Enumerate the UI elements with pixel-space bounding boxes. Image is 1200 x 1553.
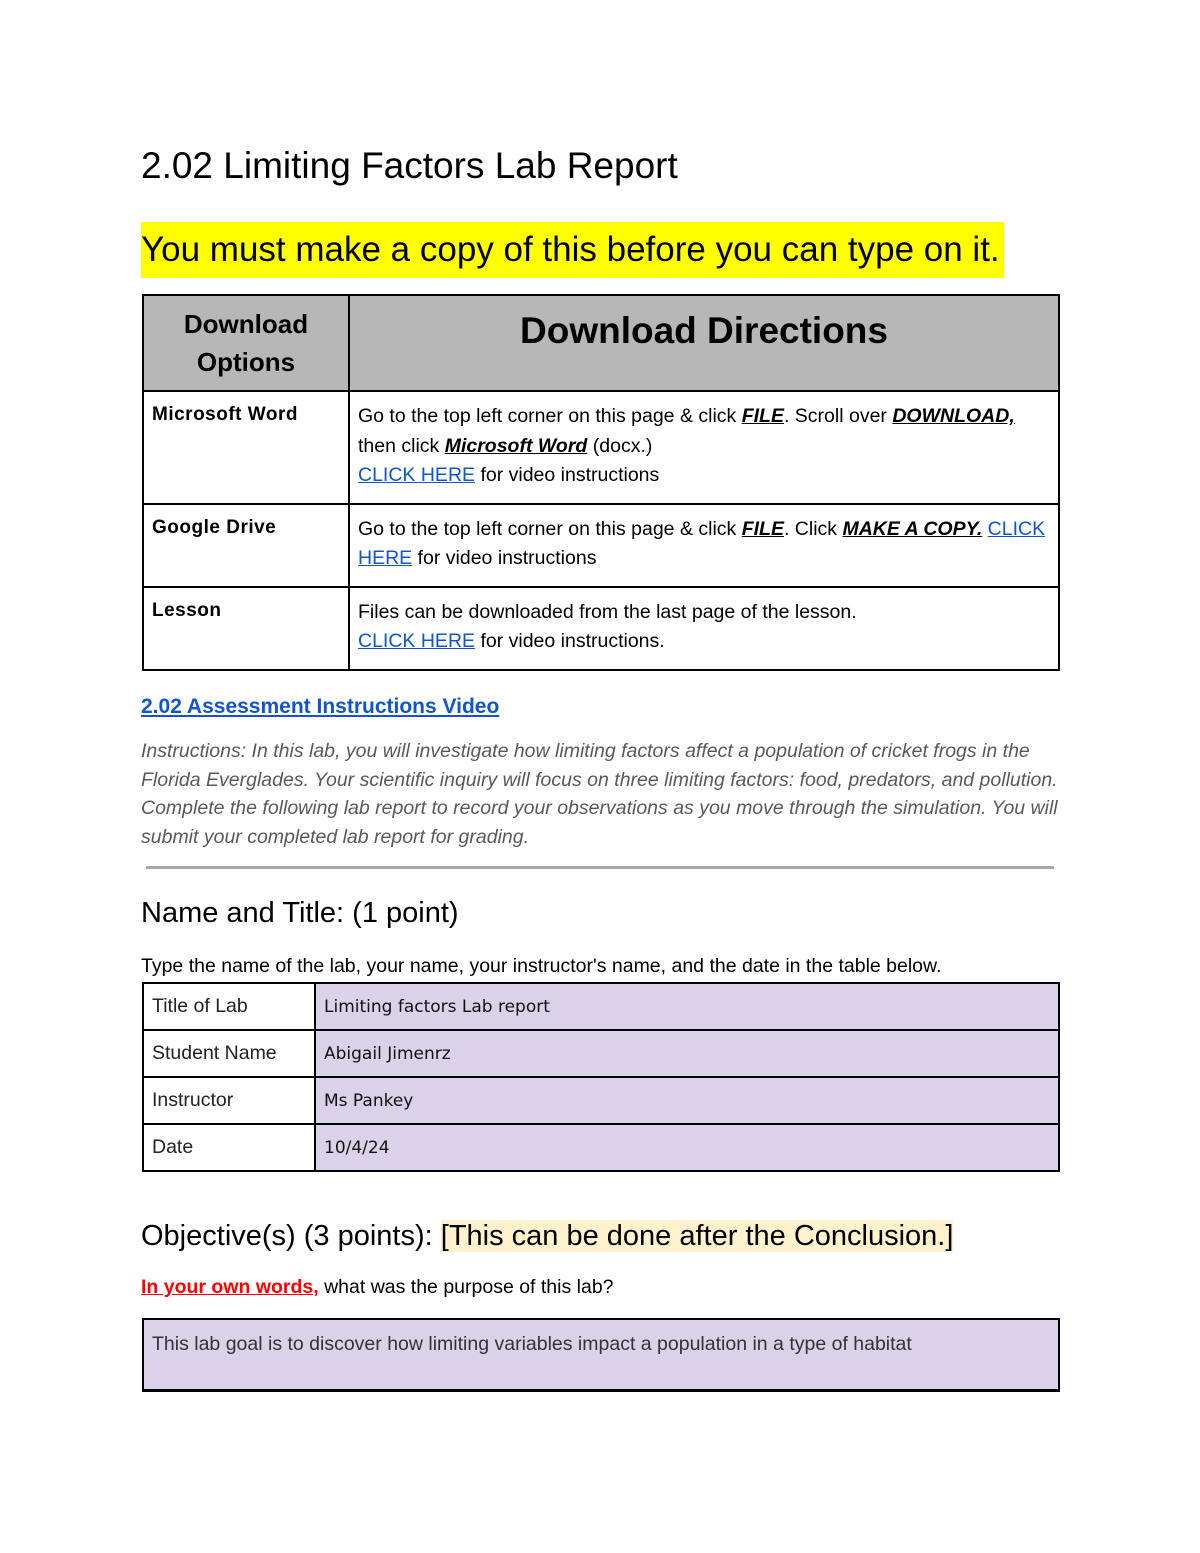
table-header-row [143,295,1059,391]
label-student-name: Student Name [143,1030,315,1077]
option-lesson: Lesson [143,587,349,670]
header-download-directions: Download Directions [349,295,1059,391]
name-title-prompt: Type the name of the lab, your name, your instructor's name, and the date in the table below. [141,955,942,977]
objective-note: [This can be done after the Conclusion.] [440,1220,954,1252]
assessment-video-link[interactable]: 2.02 Assessment Instructions Video [141,695,500,718]
download-menu-ref: DOWNLOAD, [892,405,1015,427]
value-student-name[interactable]: Abigail Jimenrz [315,1030,1059,1077]
table-row [143,1030,1059,1077]
value-title-of-lab[interactable]: Limiting factors Lab report [315,983,1059,1030]
value-date[interactable]: 10/4/24 [315,1124,1059,1171]
label-date: Date [143,1124,315,1171]
page-title: 2.02 Limiting Factors Lab Report [141,145,678,186]
objective-answer-box[interactable]: This lab goal is to discover how limiting variables impact a population in a type of habitat [142,1318,1060,1392]
make-a-copy-ref: MAKE A COPY. [842,517,983,540]
video-link-word[interactable]: CLICK HERE [358,464,476,486]
instructions-paragraph: Instructions: In this lab, you will investigate how limiting factors affect a population of cricket frogs in the Florida Everglades. Your scientific inquiry will focus on three limiting factors: food, predators, and pollution. Complete the following lab report to record your observations as you move through the simulation. You will submit your completed lab report for grading. [141,740,1058,848]
copy-warning: You must make a copy of this before you can type on it. [141,222,1004,278]
download-options-table [142,294,1060,671]
option-microsoft-word: Microsoft Word [143,391,349,504]
directions-google-drive: Go to the top left corner on this page & click FILE. Click MAKE A COPY. CLICK HERE for video instructions [349,504,1059,587]
file-menu-ref: FILE [741,517,784,540]
horizontal-divider [146,866,1054,869]
name-title-heading: Name and Title: (1 point) [141,897,459,929]
table-row [143,1077,1059,1124]
table-row [143,504,1059,587]
objective-prompt: In your own words, what was the purpose of this lab? [141,1276,614,1298]
value-instructor[interactable]: Ms Pankey [315,1077,1059,1124]
label-instructor: Instructor [143,1077,315,1124]
own-words-emphasis: In your own words, [141,1276,319,1298]
header-download-options: Download Options [143,295,349,391]
table-row [143,1124,1059,1171]
video-link-lesson[interactable]: CLICK HERE [358,630,476,652]
directions-microsoft-word: Go to the top left corner on this page & click FILE. Scroll over DOWNLOAD, then click Microsoft Word (docx.) CLICK HERE for video instructions [349,391,1059,504]
table-row [143,391,1059,504]
microsoft-word-ref: Microsoft Word [444,434,588,457]
option-google-drive: Google Drive [143,504,349,587]
video-link-drive[interactable]: CLICK HERE [358,517,1046,569]
objective-heading: Objective(s) (3 points): [This can be done after the Conclusion.] [141,1220,954,1252]
label-title-of-lab: Title of Lab [143,983,315,1030]
lab-info-table [142,982,1060,1172]
table-row [143,587,1059,670]
directions-lesson: Files can be downloaded from the last page of the lesson. CLICK HERE for video instructions. [349,587,1059,670]
file-menu-ref: FILE [741,405,784,427]
table-row [143,983,1059,1030]
